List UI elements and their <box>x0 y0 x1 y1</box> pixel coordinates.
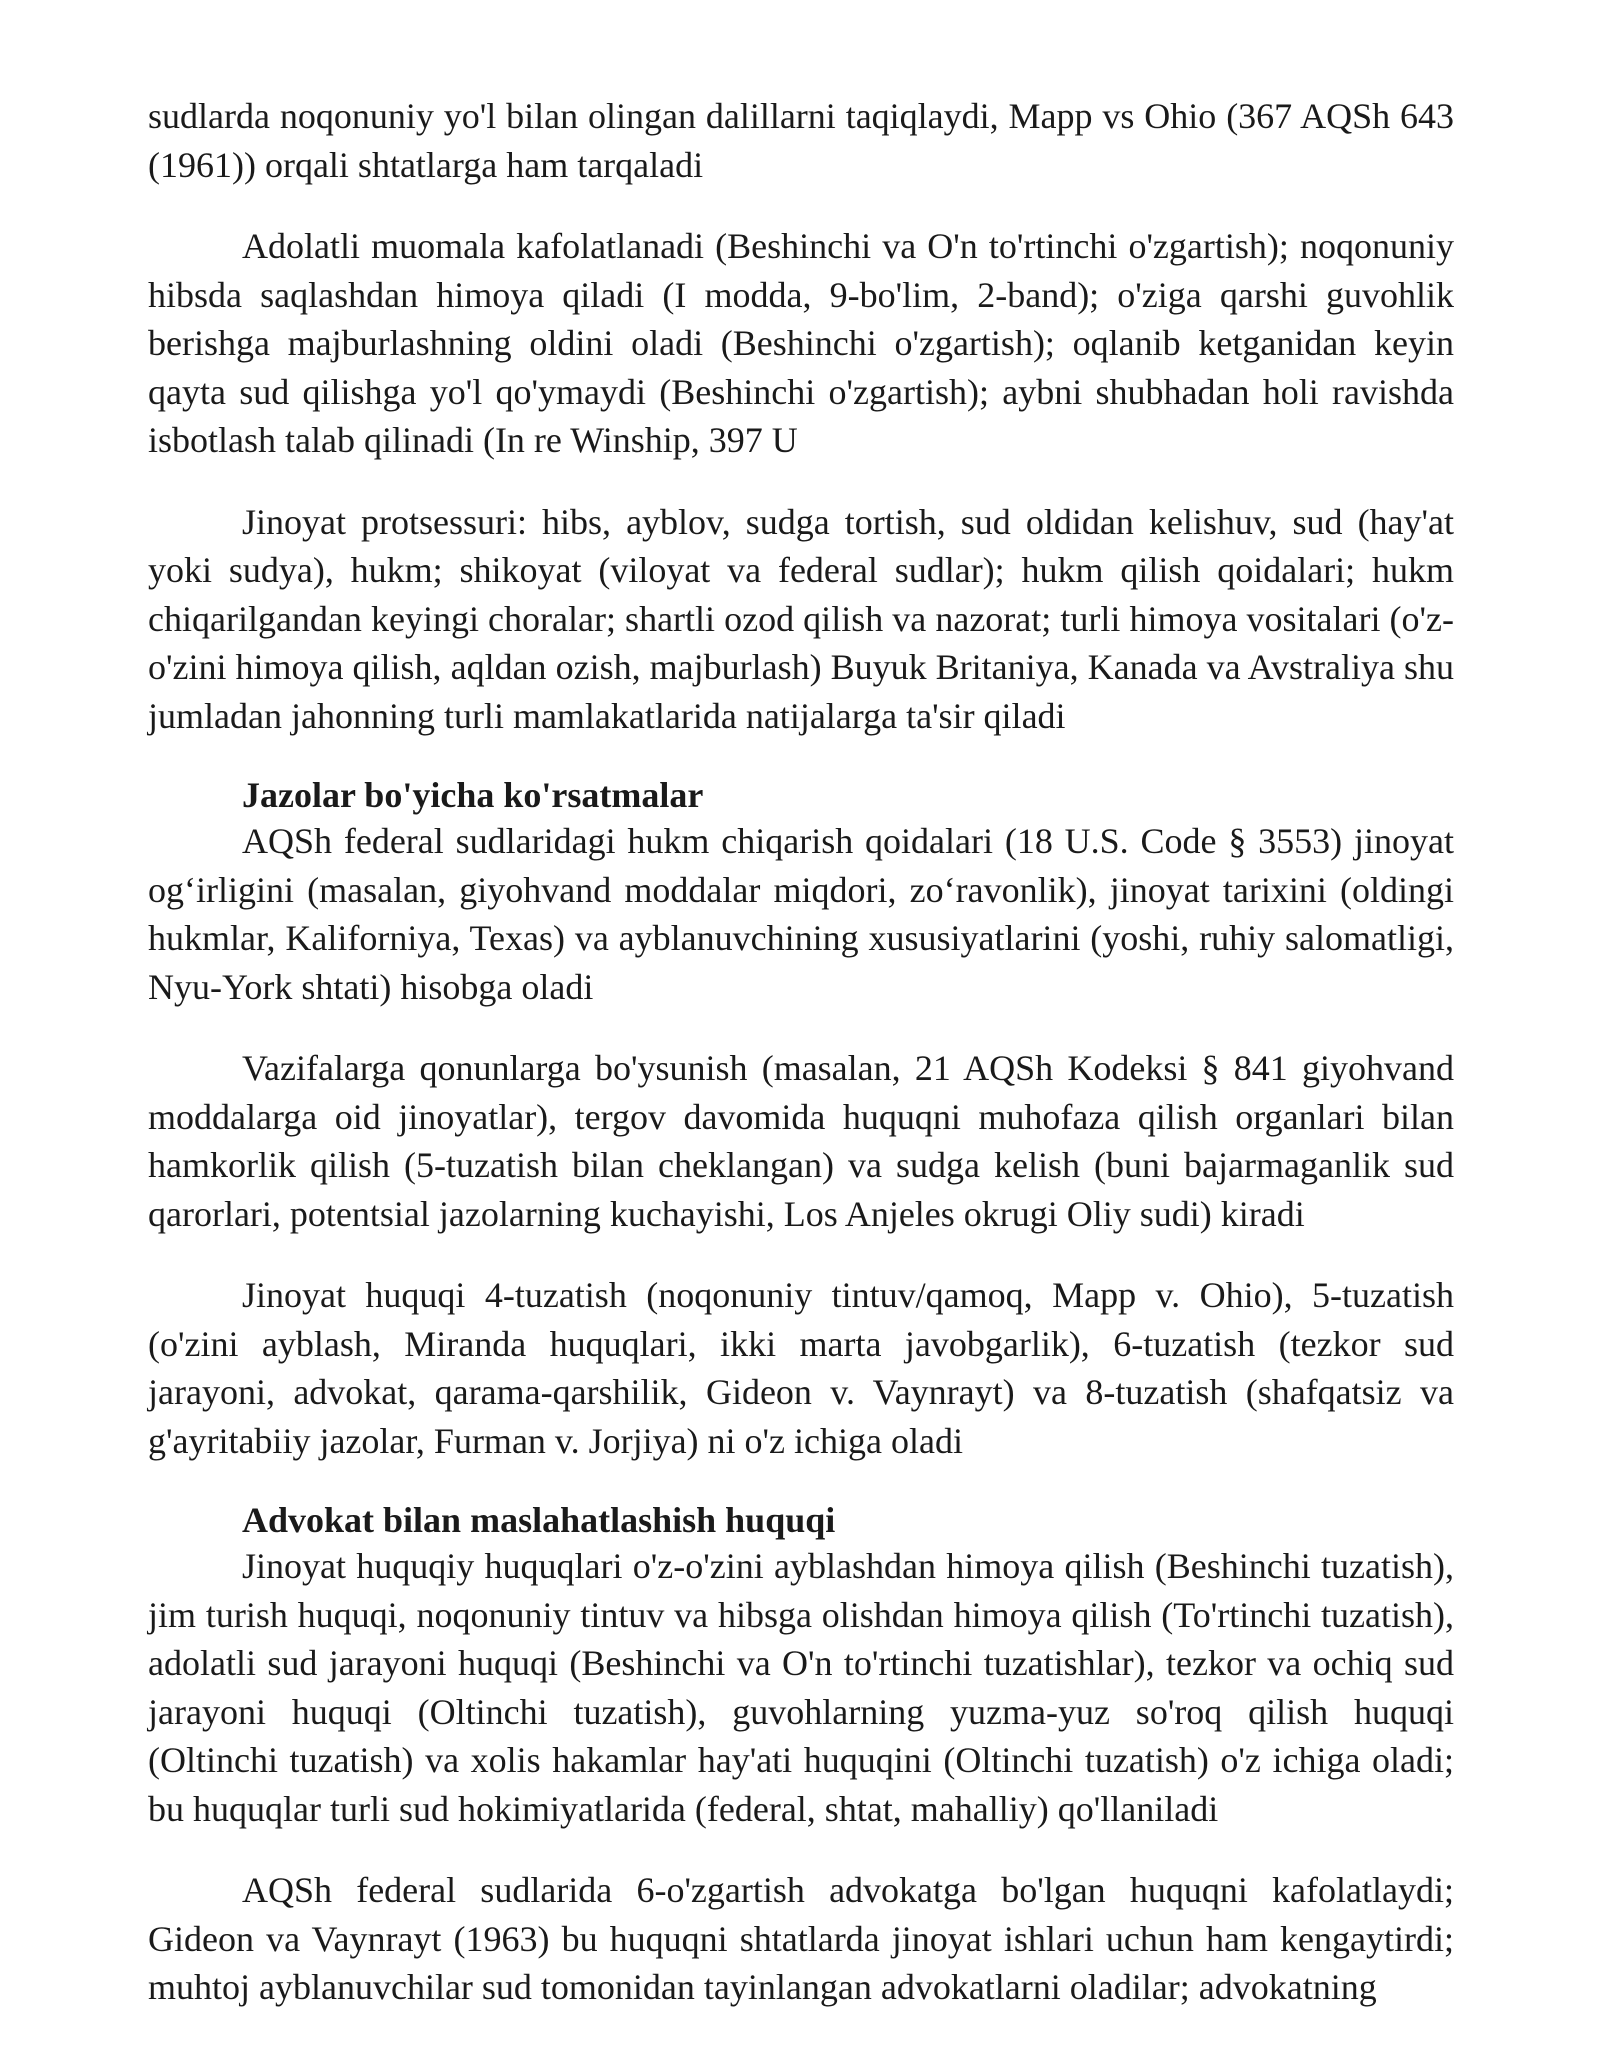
paragraph: Jinoyat huquqi 4-tuzatish (noqonuniy tintuv/qamoq, Mapp v. Ohio), 5-tuzatish (o'zini ayblash, Miranda huquqlari, ikki marta javobgarlik), 6-tuzatish (tezkor sud jarayoni, advokat, qarama-qarshilik, Gideon v. Vaynrayt) va 8-tuzatish (shafqatsiz va g'ayritabiiy jazolar, Furman v. Jorjiya) ni o'z ichiga oladi <box>148 1275 1454 1461</box>
paragraph: Jinoyat huquqiy huquqlari o'z-o'zini ayblashdan himoya qilish (Beshinchi tuzatish), jim turish huquqi, noqonuniy tintuv va hibsga olishdan himoya qilish (To'rtinchi tuzatish), adolatli sud jarayoni huquqi (Beshinchi va O'n to'rtinchi tuzatishlar), tezkor va ochiq sud jarayoni huquqi (Oltinchi tuzatish), guvohlarning yuzma-yuz so'roq qilish huquqi (Oltinchi tuzatish) va xolis hakamlar hay'ati huquqini (Oltinchi tuzatish) o'z ichiga oladi; bu huquqlar turli sud hokimiyatlarida (federal, shtat, mahalliy) qo'llaniladi <box>148 1546 1454 1829</box>
section-heading: Jazolar bo'yicha ko'rsatmalar <box>242 775 704 815</box>
document-page <box>148 92 1454 2045</box>
paragraph: Vazifalarga qonunlarga bo'ysunish (masalan, 21 AQSh Kodeksi § 841 giyohvand moddalarga oid jinoyatlar), tergov davomida huquqni muhofaza qilish organlari bilan hamkorlik qilish (5-tuzatish bilan cheklangan) va sudga kelish (buni bajarmaganlik sud qarorlari, potentsial jazolarning kuchayishi, Los Anjeles okrugi Oliy sudi) kiradi <box>148 1048 1454 1234</box>
paragraph: Jinoyat protsessuri: hibs, ayblov, sudga tortish, sud oldidan kelishuv, sud (hay'at yoki sudya), hukm; shikoyat (viloyat va federal sudlar); hukm qilish qoidalari; hukm chiqarilgandan keyingi choralar; shartli ozod qilish va nazorat; turli himoya vositalari (o'z-o'zini himoya qilish, aqldan ozish, majburlash) Buyuk Britaniya, Kanada va Avstraliya shu jumladan jahonning turli mamlakatlarida natijalarga ta'sir qiladi <box>148 501 1454 736</box>
paragraph: AQSh federal sudlaridagi hukm chiqarish qoidalari (18 U.S. Code § 3553) jinoyat og‘irligini (masalan, giyohvand moddalar miqdori, zo‘ravonlik), jinoyat tarixini (oldingi hukmlar, Kaliforniya, Texas) va ayblanuvchining xususiyatlarini (yoshi, ruhiy salomatligi, Nyu-York shtati) hisobga oladi <box>148 821 1454 1007</box>
paragraph: AQSh federal sudlarida 6-o'zgartish advokatga bo'lgan huquqni kafolatlaydi; Gideon va Vaynrayt (1963) bu huquqni shtatlarda jinoyat ishlari uchun ham kengaytirdi; muhtoj ayblanuvchilar sud tomonidan tayinlangan advokatlarni oladilar; advokatning <box>148 1870 1454 2007</box>
paragraph: sudlarda noqonuniy yo'l bilan olingan dalillarni taqiqlaydi, Mapp vs Ohio (367 AQSh 643 (1961)) orqali shtatlarga ham tarqaladi <box>148 96 1454 185</box>
paragraph: Adolatli muomala kafolatlanadi (Beshinchi va O'n to'rtinchi o'zgartish); noqonuniy hibsda saqlashdan himoya qiladi (I modda, 9-bo'lim, 2-band); o'ziga qarshi guvohlik berishga majburlashning oldini oladi (Beshinchi o'zgartish); oqlanib ketganidan keyin qayta sud qilishga yo'l qo'ymaydi (Beshinchi o'zgartish); aybni shubhadan holi ravishda isbotlash talab qilinadi (In re Winship, 397 U <box>148 226 1454 460</box>
section-heading: Advokat bilan maslahatlashish huquqi <box>242 1500 836 1540</box>
